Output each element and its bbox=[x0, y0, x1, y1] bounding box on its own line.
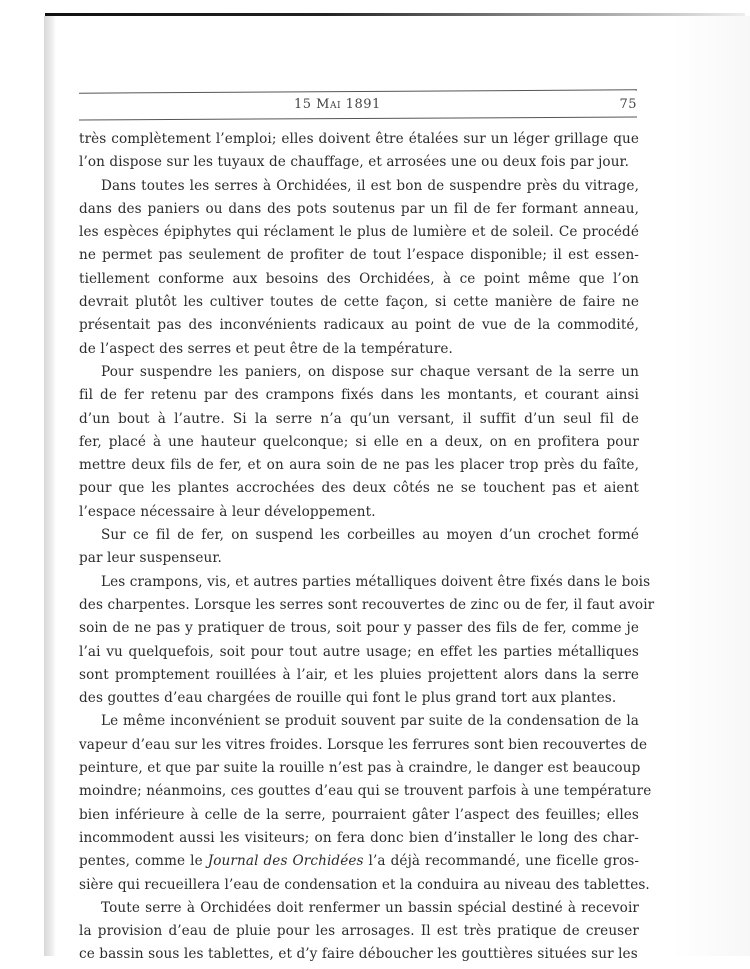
journal-title-italic: Journal des Orchidées bbox=[207, 853, 364, 870]
text-line: soin de ne pas y pratiquer de trous, soit pour y passer des fils de fer, comme je bbox=[79, 620, 639, 637]
text-line: d’un bout à l’autre. Si la serre n’a qu’un versant, il suffit d’un seul fil de bbox=[79, 410, 639, 427]
paragraph bbox=[79, 897, 639, 967]
paragraph bbox=[79, 524, 639, 571]
text-line: moindre; néanmoins, ces gouttes d’eau qui se trouvent parfois à une température bbox=[79, 783, 652, 800]
text-line: devrait plutôt les cultiver toutes de cette façon, si cette manière de faire ne bbox=[79, 294, 639, 311]
text-line: dans des paniers ou dans des pots soutenus par un fil de fer formant anneau, bbox=[79, 200, 639, 217]
text-line: ne permet pas seulement de profiter de tout l’espace disponible; il est essen- bbox=[79, 247, 639, 264]
text-line: fer, placé à une hauteur quelconque; si elle en a deux, on en profitera pour bbox=[79, 433, 639, 450]
text-line: de l’aspect des serres et peut être de la température. bbox=[79, 340, 453, 357]
text-line: présentait pas des inconvénients radicaux au point de vue de la commodité, bbox=[79, 317, 639, 334]
text-line bbox=[79, 850, 639, 873]
text-line: vapeur d’eau sur les vitres froides. Lorsque les ferrures sont bien recouvertes de bbox=[79, 736, 648, 753]
text-line: l’ai vu quelquefois, soit pour tout autre usage; en effet les parties métalliques bbox=[79, 643, 639, 660]
paragraph bbox=[79, 571, 655, 711]
text-line: bien inférieure à celle de la serre, pourraient gâter l’aspect des feuilles; elles bbox=[79, 806, 639, 823]
scan-left-margin-shadow bbox=[44, 16, 56, 956]
text-segment: pentes, comme le bbox=[79, 853, 208, 870]
paragraph bbox=[79, 128, 639, 175]
running-header bbox=[79, 97, 637, 115]
page-number: 75 bbox=[619, 97, 637, 112]
text-line: Toute serre à Orchidées doit renfermer un bassin spécial destiné à recevoir bbox=[101, 899, 639, 916]
text-line: fil de fer retenu par des crampons fixés dans les montants, et courant ainsi bbox=[79, 387, 639, 404]
text-line: la provision d’eau de pluie pour les arrosages. Il est très pratique de creuser bbox=[79, 923, 639, 940]
text-line: sière qui recueillera l’eau de condensation et la conduira au niveau des tablettes. bbox=[79, 876, 650, 893]
text-line: peinture, et que par suite la rouille n’est pas à craindre, le danger est beaucoup bbox=[79, 760, 641, 777]
paragraph bbox=[79, 710, 652, 896]
text-line: pour que les plantes accrochées des deux côtés ne se touchent pas et aient bbox=[79, 480, 639, 497]
text-line: l’on dispose sur les tuyaux de chauffage, et arrosées une ou deux fois par jour. bbox=[79, 154, 630, 171]
text-line: l’espace nécessaire à leur développement. bbox=[79, 503, 376, 520]
text-line: sont promptement rouillées à l’air, et les pluies projettent alors dans la serre bbox=[79, 666, 639, 683]
text-line: par leur suspenseur. bbox=[79, 550, 222, 567]
text-line: tiellement conforme aux besoins des Orchidées, à ce point même que l’on bbox=[79, 270, 639, 287]
text-line: Dans toutes les serres à Orchidées, il est bon de suspendre près du vitrage, bbox=[101, 177, 639, 194]
text-line: Sur ce fil de fer, on suspend les corbeilles au moyen d’un crochet formé bbox=[101, 527, 639, 544]
text-line: très complètement l’emploi; elles doivent être étalées sur un léger grillage que bbox=[79, 131, 639, 147]
text-line: les espèces épiphytes qui réclament le plus de lumière et de soleil. Ce procédé bbox=[79, 224, 639, 241]
text-line: ce bassin sous les tablettes, et d’y faire déboucher les gouttières situées sur les bbox=[79, 946, 638, 963]
text-line: Pour suspendre les paniers, on dispose sur chaque versant de la serre un bbox=[101, 363, 639, 380]
paragraph bbox=[79, 361, 639, 524]
text-line: Les crampons, vis, et autres parties métalliques doivent être fixés dans le bois bbox=[101, 573, 651, 590]
header-date: 15 Mai 1891 bbox=[294, 97, 381, 112]
text-segment: l’a déjà recommandé, une ficelle gros- bbox=[363, 853, 640, 870]
body-text bbox=[79, 128, 655, 967]
text-line: mettre deux fils de fer, et on aura soin de ne pas les placer trop près du faîte, bbox=[79, 457, 639, 474]
text-line: Le même inconvénient se produit souvent par suite de la condensation de la bbox=[101, 713, 639, 730]
text-line: des charpentes. Lorsque les serres sont recouvertes de zinc ou de fer, il faut avoir bbox=[79, 596, 655, 613]
paragraph bbox=[79, 175, 639, 361]
text-line: des gouttes d’eau chargées de rouille qui font le plus grand tort aux plantes. bbox=[79, 690, 617, 707]
text-line: incommodent aussi les visiteurs; on fera donc bien d’installer le long des char- bbox=[79, 829, 639, 846]
